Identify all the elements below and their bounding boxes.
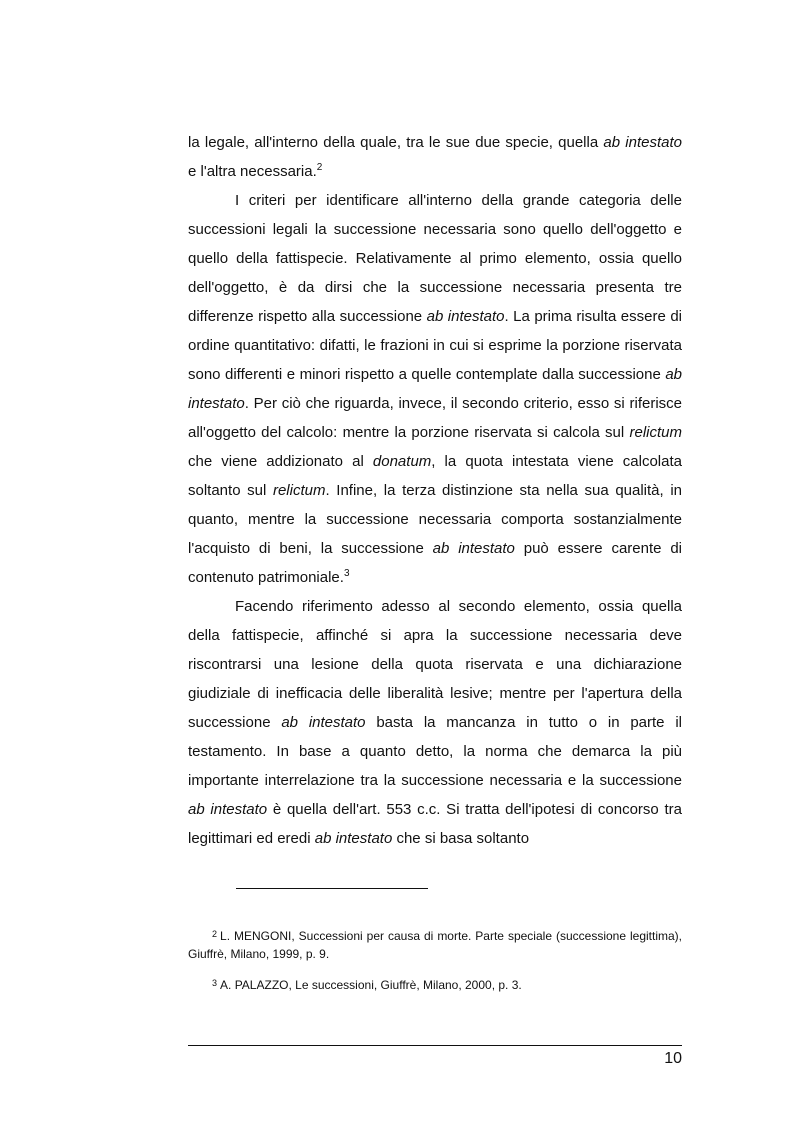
footnote-3 xyxy=(188,974,682,994)
footnote-mark: 3 xyxy=(212,978,218,988)
paragraph-3 xyxy=(188,592,682,853)
text-run: la legale, all'interno della quale, tra le sue due specie, quella xyxy=(188,134,604,151)
italic-term: ab intestato xyxy=(426,308,505,325)
footnote-ref-3[interactable]: 3 xyxy=(343,568,350,579)
text-run: può essere carente di contenuto patrimoniale. xyxy=(188,540,683,586)
text-run: . Infine, la terza distinzione sta nella sua qualità, in quanto, mentre la successione necessaria comporta sostanzialmente l'acquisto di beni, la successione xyxy=(188,482,682,557)
italic-term: ab intestato xyxy=(188,801,268,818)
text-run: . La prima risulta essere di ordine quantitativo: difatti, le frazioni in cui si esprime la porzione riservata sono differenti e minori rispetto a quelle contemplate dalla successione xyxy=(188,308,682,383)
text-run: basta la mancanza in tutto o in parte il testamento. In base a quanto detto, la norma che demarca la più importante interrelazione tra la successione necessaria e la successione xyxy=(188,714,682,789)
page-footer-rule xyxy=(188,1045,682,1046)
footnote-mark: 2 xyxy=(212,929,218,939)
text-run: è quella dell'art. 553 c.c. Si tratta dell'ipotesi di concorso tra legittimari ed eredi xyxy=(188,801,683,847)
italic-term: ab intestato xyxy=(314,830,393,847)
footnote-text: A. PALAZZO, Le successioni, Giuffrè, Milano, 2000, p. 3. xyxy=(220,978,522,992)
italic-term: ab intestato xyxy=(281,714,366,731)
italic-term: donatum xyxy=(372,453,432,470)
page-number: 10 xyxy=(664,1050,682,1067)
footnote-ref-2[interactable]: 2 xyxy=(316,162,323,173)
italic-term: ab intestato xyxy=(432,540,515,557)
italic-term: relictum xyxy=(629,424,682,441)
text-run: . Per ciò che riguarda, invece, il secondo criterio, esso si riferisce all'oggetto del calcolo: mentre la porzione riservata si calcola sul xyxy=(188,395,682,441)
main-text xyxy=(188,128,682,853)
paragraph-2 xyxy=(188,186,682,592)
footnote-2 xyxy=(188,925,682,963)
italic-term: ab intestato xyxy=(188,366,682,412)
text-run: , la quota intestata viene calcolata soltanto sul xyxy=(188,453,682,499)
footnote-text: L. MENGONI, Successioni per causa di morte. Parte speciale (successione legittima), Giuffrè, Milano, 1999, p. 9. xyxy=(188,929,682,961)
text-run: Facendo riferimento adesso al secondo elemento, ossia quella della fattispecie, affinché si apra la successione necessaria deve riscontrarsi una lesione della quota riservata e una dichiarazione giudiziale di inefficacia delle liberalità lesive; mentre per l'apertura della successione xyxy=(188,598,682,731)
paragraph-1 xyxy=(188,128,682,186)
italic-term: relictum xyxy=(272,482,326,499)
text-run: che viene addizionato al xyxy=(188,453,373,470)
text-run: e l'altra necessaria. xyxy=(188,163,317,180)
text-run: che si basa soltanto xyxy=(392,830,530,847)
text-run: I criteri per identificare all'interno della grande categoria delle successioni legali la successione necessaria sono quello dell'oggetto e quello della fattispecie. Relativamente al primo elemento, ossia quello dell'oggetto, è da dirsi che la successione necessaria presenta tre differenze rispetto alla successione xyxy=(188,192,682,325)
footnote-separator xyxy=(236,888,428,889)
italic-term: ab intestato xyxy=(603,134,683,151)
